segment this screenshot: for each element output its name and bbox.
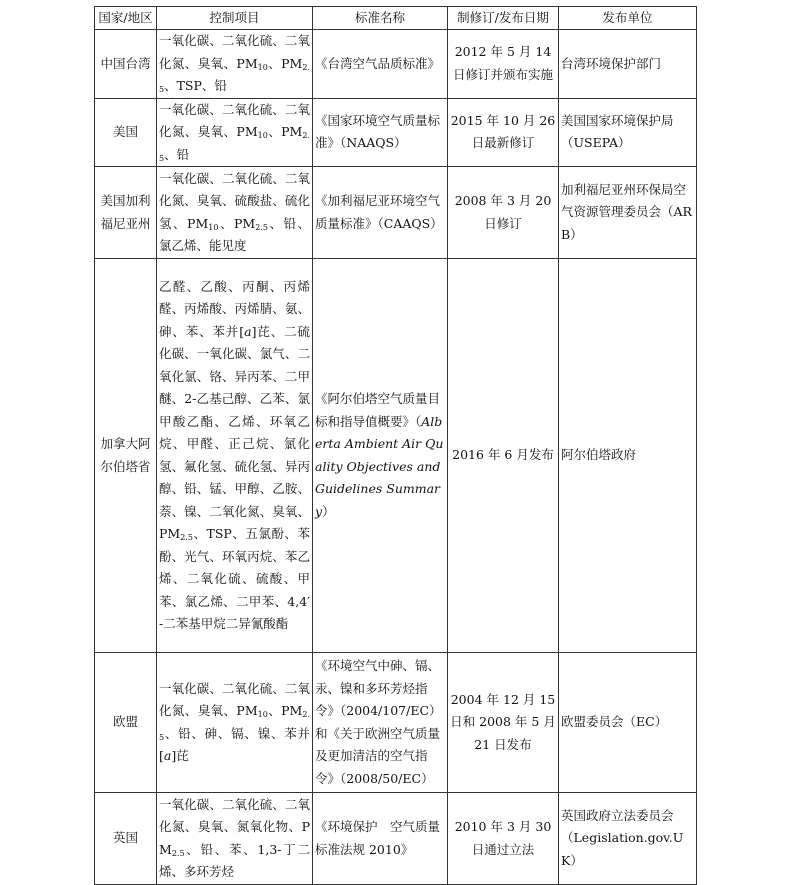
region-cell: 美国 [95,98,157,167]
items-text: 乙醛、乙酸、丙酮、丙烯醛、丙烯酸、丙烯腈、氨、砷、苯、苯并[ [159,278,310,339]
subscript: 10 [257,62,268,72]
items-text: 一氧化碳、二氧化硫、二氧化氮、臭氧、氮氧化物、PM [159,796,310,857]
control-items-cell [157,259,313,653]
region-cell: 欧盟 [95,653,157,793]
control-items-cell [157,653,313,793]
subscript: 2.5 [159,710,310,742]
items-text: 一氧化碳、二氧化硫、二氧化氮、臭氧、硫酸盐、硫化氢、PM [159,170,310,231]
header-agency: 发布单位 [559,7,697,30]
date-cell: 2016 年 6 月发布 [448,259,559,653]
table-row [95,259,697,653]
standard-name-cell: 《环境保护 空气质量标准法规 2010》 [313,793,448,885]
standard-name-cell: 《台湾空气品质标准》 [313,30,448,99]
date-cell: 2015 年 10 月 26 日最新修订 [448,98,559,167]
standard-name-cell: 《环境空气中砷、镉、汞、镍和多环芳烃指令》（2004/107/EC）和《关于欧洲空气质量及更加清洁的空气指令》（2008/50/EC） [313,653,448,793]
items-text: 一氧化碳、二氧化硫、二氧化氮、臭氧、PM [159,33,310,71]
items-text: 、铅 [164,146,190,162]
agency-cell: 加利福尼亚州环保局空气资源管理委员会（ARB） [559,167,697,259]
standard-text: ） [322,503,335,519]
subscript: 2.5 [159,131,310,163]
region-cell: 英国 [95,793,157,885]
control-items-cell [157,98,313,167]
standards-table [94,6,697,885]
control-items-cell [157,167,313,259]
subscript: 10 [208,222,219,232]
header-standard-name: 标准名称 [313,7,448,30]
italic-letter: a [163,748,172,763]
items-text: ]芘、二硫化碳、一氧化碳、氯气、二氧化氯、铬、异丙苯、二甲醚、2-乙基己醇、乙苯、氯甲酸乙酯、乙烯、环氧乙烷、甲醛、正己烷、氯化氢、氟化氢、硫化氢、异丙醇、铅、锰、甲醇、乙胺、萘、镍、二氧化氮、臭氧、PM [159,323,310,541]
standard-english-title: Alberta Ambient Air Quality Objectives and Guidelines Summary [315,413,444,519]
header-control-items: 控制项目 [157,7,313,30]
items-text: 一氧化碳、二氧化硫、二氧化氮、臭氧、PM [159,680,310,718]
header-region: 国家/地区 [95,7,157,30]
items-text: 、PM [218,215,256,231]
table-row [95,30,697,99]
region-cell: 中国台湾 [95,30,157,99]
subscript: 2.5 [171,848,185,858]
standard-name-cell: 《国家环境空气质量标准》（NAAQS） [313,98,448,167]
table-row [95,167,697,259]
subscript: 2.5 [255,222,268,232]
region-cell: 加拿大阿尔伯塔省 [95,259,157,653]
agency-cell: 美国国家环境保护局（USEPA） [559,98,697,167]
subscript: 10 [257,710,268,719]
items-text: 、PM [267,703,303,718]
date-cell: 2008 年 3 月 20 日修订 [448,167,559,259]
subscript: 10 [257,131,268,140]
items-text: 、铅、砷、镉、镍、苯并[ [159,725,310,763]
items-text: 、TSP、五氯酚、苯酚、光气、环氧丙烷、苯乙烯、二氧化硫、硫酸、甲苯、氯乙烯、二甲苯、4,4′-二苯基甲烷二异氰酸酯 [159,526,310,631]
items-text: 、铅、苯、1,3-丁二烯、多环芳烃 [159,841,310,879]
table-row [95,653,697,793]
agency-cell: 英国政府立法委员会（Legislation.gov.UK） [559,793,697,885]
table-row [95,793,697,885]
header-row [95,7,697,30]
standard-name-cell: 《加利福尼亚环境空气质量标准》（CAAQS） [313,167,448,259]
control-items-cell [157,793,313,885]
agency-cell: 台湾环境保护部门 [559,30,697,99]
control-items-cell [157,30,313,99]
items-text: 、PM [267,124,303,139]
table-row [95,98,697,167]
date-cell: 2004 年 12 月 15 日和 2008 年 5 月 21 日发布 [448,653,559,793]
items-text: 一氧化碳、二氧化硫、二氧化氮、臭氧、PM [159,101,310,139]
standard-text: 《阿尔伯塔空气质量目标和指导值概要》（ [315,391,441,429]
items-text: ]芘 [171,748,189,763]
items-text: 、铅、氯乙烯、能见度 [159,215,310,253]
subscript: 2.5 [159,62,310,94]
region-cell: 美国加利福尼亚州 [95,167,157,259]
items-text: 、PM [267,55,303,71]
items-text: 、TSP、铅 [164,78,227,93]
date-cell: 2010 年 3 月 30 日通过立法 [448,793,559,885]
date-cell: 2012 年 5 月 14 日修订并颁布实施 [448,30,559,99]
subscript: 2.5 [180,533,193,542]
italic-letter: a [244,323,252,339]
agency-cell: 欧盟委员会（EC） [559,653,697,793]
header-date: 制修订/发布日期 [448,7,559,30]
standard-name-cell [313,259,448,653]
agency-cell: 阿尔伯塔政府 [559,259,697,653]
